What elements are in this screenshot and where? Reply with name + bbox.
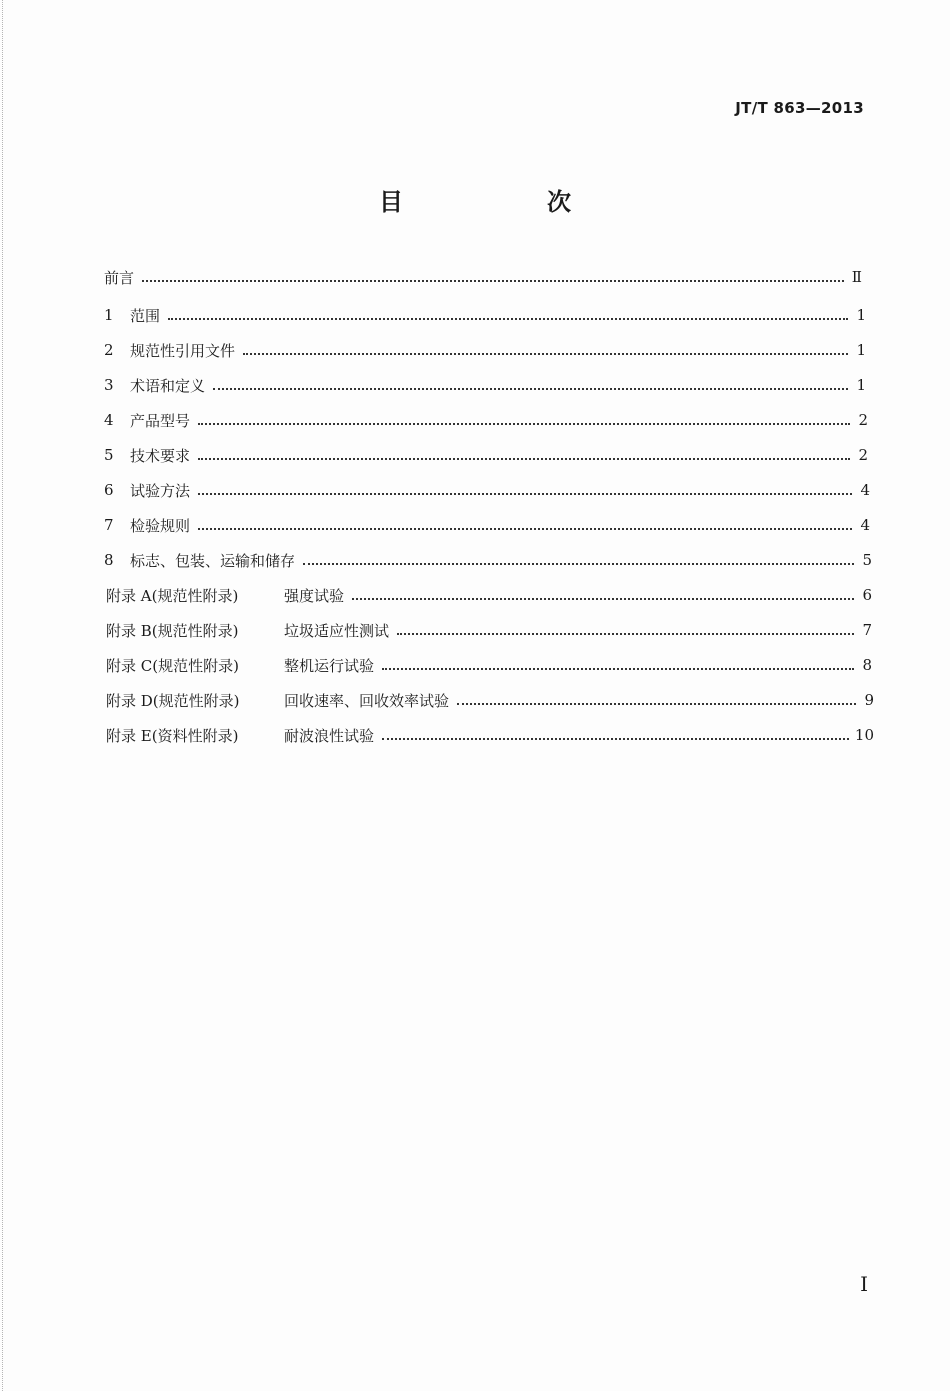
toc-entry-label: 垃圾适应性测试 [284, 621, 390, 640]
toc-entry-annex-b[interactable] [106, 617, 872, 643]
toc-entry-page: 1 [856, 306, 866, 324]
leader-dots [397, 631, 854, 635]
toc-entry-number: 7 [104, 516, 114, 534]
annex-designation: 附录 C(规范性附录) [106, 656, 239, 675]
toc-entry-number: 8 [104, 551, 114, 569]
toc-entry-label: 检验规则 [130, 516, 191, 535]
annex-designation: 附录 B(规范性附录) [106, 621, 239, 640]
toc-entry-number: 3 [104, 376, 114, 394]
toc-entry-label: 试验方法 [130, 481, 191, 500]
toc-entry-3[interactable] [104, 372, 866, 398]
annex-designation: 附录 E(资料性附录) [106, 726, 239, 745]
toc-entry-page: 6 [862, 586, 872, 604]
toc-entry-page: 4 [860, 516, 870, 534]
toc-entry-number: 6 [104, 481, 114, 499]
toc-entry-page: 2 [858, 446, 868, 464]
toc-entry-page: 1 [856, 341, 866, 359]
toc-entry-page: 2 [858, 411, 868, 429]
leader-dots [198, 421, 850, 425]
page-number: I [860, 1272, 868, 1296]
toc-entry-page: 8 [862, 656, 872, 674]
annex-designation: 附录 D(规范性附录) [106, 691, 240, 710]
toc-title: 目 次 [379, 188, 631, 216]
leader-dots [142, 278, 844, 282]
standard-code: JT/T 863—2013 [735, 99, 864, 117]
toc-entry-annex-d[interactable] [106, 687, 874, 713]
toc-entry-annex-a[interactable] [106, 582, 872, 608]
toc-entry-page: 1 [856, 376, 866, 394]
leader-dots [382, 736, 849, 740]
toc-entry-annex-c[interactable] [106, 652, 872, 678]
leader-dots [457, 701, 856, 705]
toc-entry-number: 2 [104, 341, 114, 359]
toc-entry-1[interactable] [104, 302, 866, 328]
toc-entry-page: 7 [862, 621, 872, 639]
toc-entry-label: 技术要求 [130, 446, 191, 465]
leader-dots [198, 526, 852, 530]
toc-entry-label: 规范性引用文件 [130, 341, 236, 360]
leader-dots [382, 666, 854, 670]
toc-entry-number: 4 [104, 411, 114, 429]
toc-entry-5[interactable] [104, 442, 868, 468]
toc-entry-4[interactable] [104, 407, 868, 433]
toc-entry-label: 标志、包装、运输和储存 [130, 551, 296, 570]
toc-entry-foreword[interactable] [104, 264, 862, 290]
toc-entry-label: 强度试验 [284, 586, 345, 605]
toc-entry-label: 产品型号 [130, 411, 191, 430]
leader-dots [198, 456, 850, 460]
toc-entry-label: 整机运行试验 [284, 656, 375, 675]
leader-dots [352, 596, 854, 600]
leader-dots [243, 351, 848, 355]
toc-entry-annex-e[interactable] [106, 722, 874, 748]
leader-dots [213, 386, 848, 390]
toc-entry-2[interactable] [104, 337, 866, 363]
toc-entry-label: 范围 [130, 306, 161, 325]
toc-entry-number: 5 [104, 446, 114, 464]
toc-entry-label: 前言 [104, 268, 135, 287]
toc-entry-label: 回收速率、回收效率试验 [284, 691, 450, 710]
toc-entry-7[interactable] [104, 512, 870, 538]
toc-entry-page: 10 [854, 726, 874, 744]
toc-entry-page: 9 [864, 691, 874, 709]
toc-entry-page: Ⅱ [851, 268, 862, 286]
toc-entry-6[interactable] [104, 477, 870, 503]
toc-entry-8[interactable] [104, 547, 872, 573]
leader-dots [303, 561, 854, 565]
toc-entry-label: 耐波浪性试验 [284, 726, 375, 745]
toc-entry-page: 4 [860, 481, 870, 499]
leader-dots [168, 316, 848, 320]
annex-designation: 附录 A(规范性附录) [106, 586, 239, 605]
toc-entry-label: 术语和定义 [130, 376, 206, 395]
leader-dots [198, 491, 852, 495]
toc-entry-number: 1 [104, 306, 114, 324]
toc-entry-page: 5 [862, 551, 872, 569]
